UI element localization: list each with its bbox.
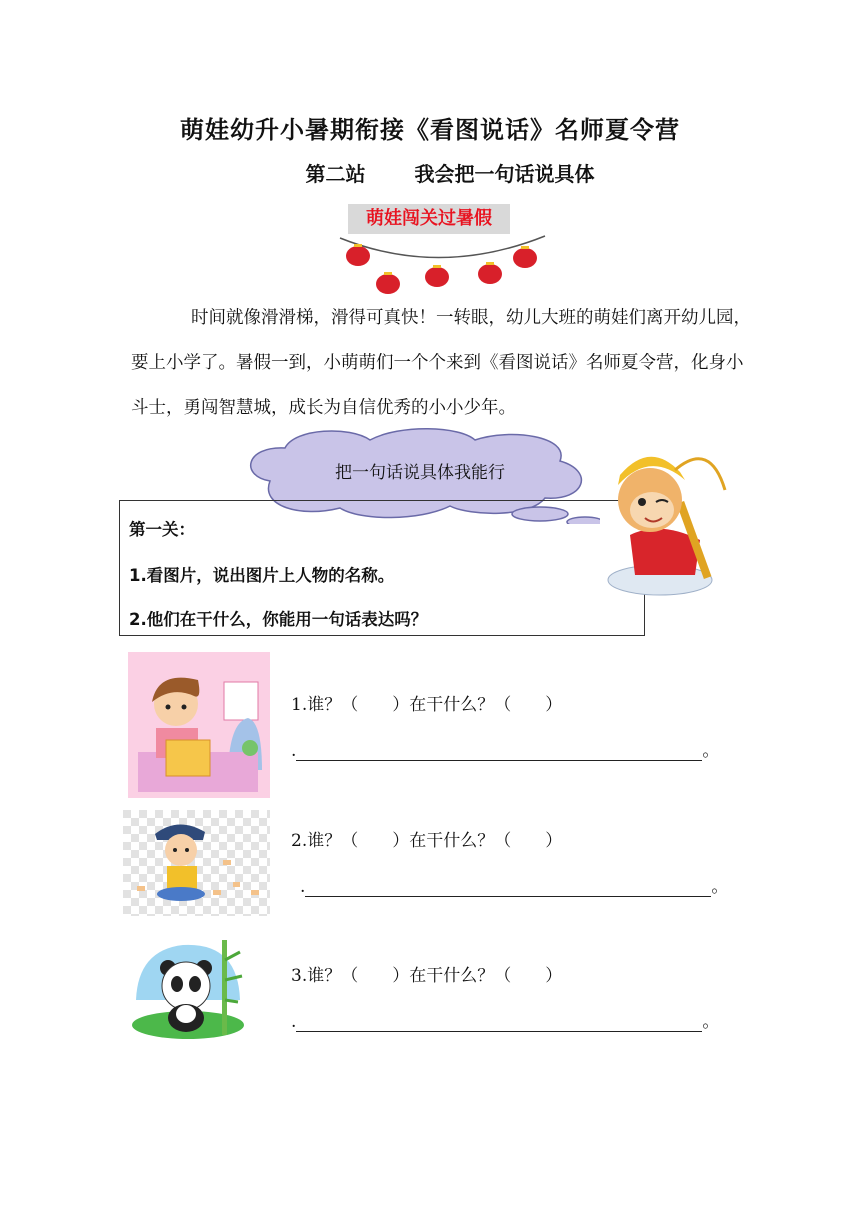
question-3-answer-suffix: 。 (702, 1012, 720, 1032)
intro-paragraph: 时间就像滑滑梯，滑得可真快！一转眼，幼儿大班的萌娃们离开幼儿园，要上小学了。暑假一到，小萌萌们一个个来到《看图说话》名师夏令营，化身小斗士，勇闯智慧城，成长为自信优秀的小小少年。 (131, 308, 751, 418)
question-3-prompt: 3.谁？（ ）在干什么？（ ） (291, 966, 563, 986)
question-1-blank[interactable] (296, 742, 702, 761)
cloud-label: 把一句话说具体我能行 (335, 463, 505, 483)
panda-eating-bamboo-image (128, 930, 248, 1045)
page-title: 萌娃幼升小暑期衔接《看图说话》名师夏令营 (180, 115, 680, 144)
task-item-1-number: 1. (129, 566, 147, 585)
question-1-answer-prefix: . (291, 741, 297, 761)
question-3-answer-line[interactable] (291, 1007, 719, 1032)
question-2-prompt: 2.谁？（ ）在干什么？（ ） (291, 831, 563, 851)
lanterns-illustration (330, 228, 550, 302)
task-title: 第一关： (129, 520, 195, 539)
banner-label: 萌娃闯关过暑假 (348, 204, 510, 234)
question-1-answer-suffix: 。 (702, 741, 720, 761)
monkey-king-illustration (590, 430, 730, 600)
boy-tearing-paper-image (123, 810, 270, 916)
task-item-2 (129, 606, 427, 630)
question-2-blank[interactable] (305, 878, 711, 897)
question-1-answer-line[interactable] (291, 736, 719, 761)
question-1-prompt: 1.谁？（ ）在干什么？（ ） (291, 695, 563, 715)
page-subtitle: 第二站 我会把一句话说具体 (305, 162, 595, 186)
task-item-1-text: 看图片，说出图片上人物的名称。 (146, 566, 395, 585)
task-item-2-number: 2. (129, 610, 147, 629)
question-2-answer-prefix: . (300, 877, 306, 897)
question-3-answer-prefix: . (291, 1012, 297, 1032)
question-2-answer-suffix: 。 (711, 877, 729, 897)
task-item-2-text: 他们在干什么，你能用一句话表达吗？ (146, 610, 428, 629)
question-3-blank[interactable] (296, 1013, 702, 1032)
task-item-1 (129, 562, 394, 586)
girl-reading-image (128, 652, 270, 798)
question-2-answer-line[interactable] (300, 872, 728, 897)
